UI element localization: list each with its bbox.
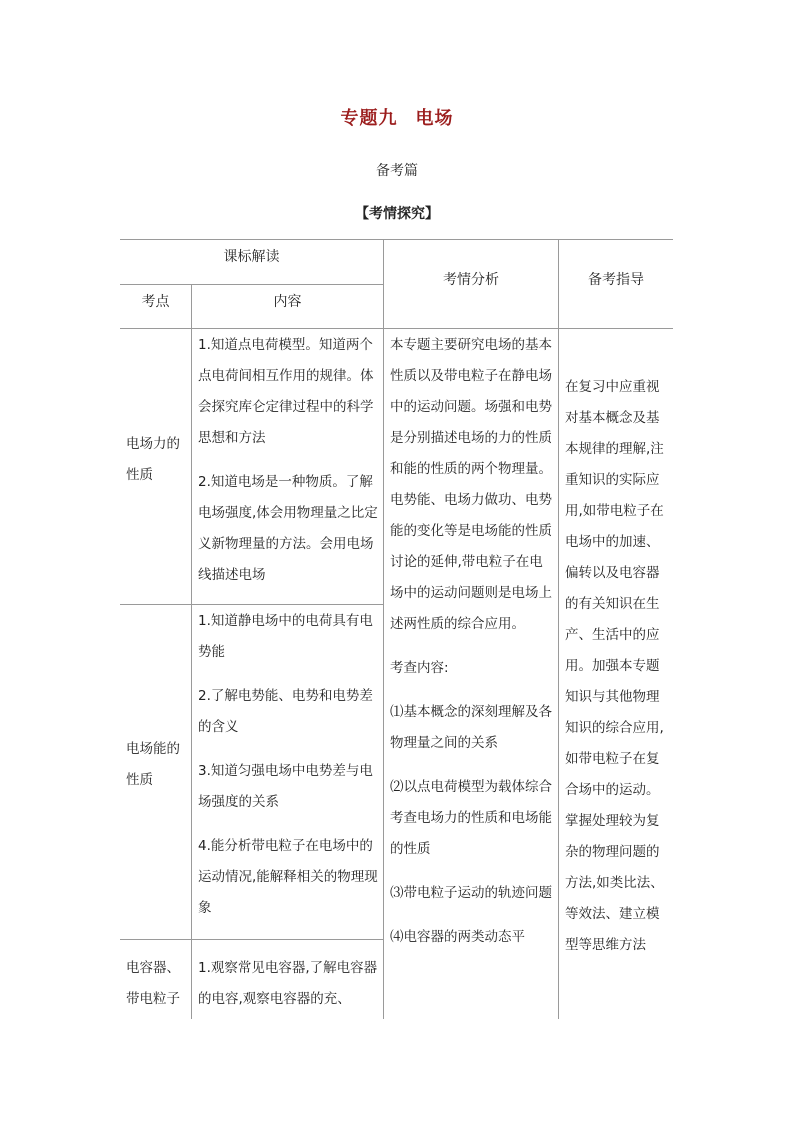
analysis-paragraph: ⑴基本概念的深刻理解及各物理量之间的关系 (390, 704, 552, 751)
kaodian-cell (126, 953, 188, 1015)
section-heading: 【考情探究】 (355, 206, 439, 222)
row-divider-1 (120, 604, 383, 605)
kaodian-line: 性质 (126, 772, 153, 788)
header-bottom-border (120, 328, 673, 329)
col-divider-content (383, 239, 384, 1019)
content-cell (198, 330, 380, 604)
guide-cell (565, 372, 669, 974)
table-border-top (120, 239, 673, 240)
analysis-paragraph: 本专题主要研究电场的基本性质以及带电粒子在静电场中的运动问题。场强和电势是分别描述电场的力的性质和能的性质的两个物理量。电势能、电场力做功、电势能的变化等是电场能的性质讨论的延伸,带电粒子在电场中的运动问题则是电场上述两性质的综合应用。 (390, 337, 552, 632)
content-item: 1.知道点电荷模型。知道两个点电荷间相互作用的规律。体会探究库仑定律过程中的科学思想和方法 (198, 337, 374, 446)
header-divider (120, 284, 383, 285)
guide-paragraph: 在复习中应重视对基本概念及基本规律的理解,注重知识的实际应用,如带电粒子在电场中的加速、偏转以及电容器的有关知识在生产、生活中的应用。加强本专题知识与其他物理知识的综合应用,如带电粒子在复合场中的运动。掌握处理较为复杂的物理问题的方法,如类比法、等效法、建立模型等思维方法 (565, 379, 664, 953)
analysis-paragraph: ⑷电容器的两类动态平 (390, 929, 525, 945)
content-item: 1.观察常见电容器,了解电容器的电容,观察电容器的充、 (198, 960, 378, 1007)
header-guide: 备考指导 (588, 272, 644, 288)
page-title (0, 104, 794, 130)
kaodian-line: 电场力的 (126, 436, 180, 452)
header-group-label: 课标解读 (223, 249, 280, 265)
content-item: 4.能分析带电粒子在电场中的运动情况,能解释相关的物理现象 (198, 838, 378, 916)
kaodian-cell (126, 734, 188, 796)
content-item: 3.知道匀强电场中电势差与电场强度的关系 (198, 763, 373, 810)
analysis-paragraph: ⑶带电粒子运动的轨迹问题 (390, 885, 552, 901)
kaodian-cell (126, 429, 188, 491)
header-neirong: 内容 (273, 294, 302, 310)
col-divider-analysis (558, 239, 559, 1019)
analysis-paragraph: ⑵以点电荷模型为载体综合考查电场力的性质和电场能的性质 (390, 779, 552, 857)
content-item: 2.了解电势能、电势和电势差的含义 (198, 688, 373, 735)
kaodian-line: 性质 (126, 467, 153, 483)
content-cell (198, 953, 380, 1028)
kaodian-line: 电场能的 (126, 741, 180, 757)
content-cell (198, 606, 380, 937)
row-divider-2 (120, 939, 383, 940)
col-divider-kaodian (191, 284, 192, 1019)
kaodian-line: 电容器、 (126, 960, 180, 976)
page-subtitle: 备考篇 (376, 163, 418, 179)
analysis-paragraph: 考查内容: (390, 660, 449, 676)
kaodian-line: 带电粒子 (126, 991, 180, 1007)
content-item: 2.知道电场是一种物质。了解电场强度,体会用物理量之比定义新物理量的方法。会用电场线描述电场 (198, 474, 378, 583)
title-topic-number: 专题九 (340, 108, 398, 129)
analysis-cell (390, 330, 554, 966)
title-topic-name: 电场 (415, 108, 454, 129)
header-analysis: 考情分析 (443, 272, 499, 288)
content-item: 1.知道静电场中的电荷具有电势能 (198, 613, 373, 660)
header-kaodian: 考点 (141, 294, 170, 310)
